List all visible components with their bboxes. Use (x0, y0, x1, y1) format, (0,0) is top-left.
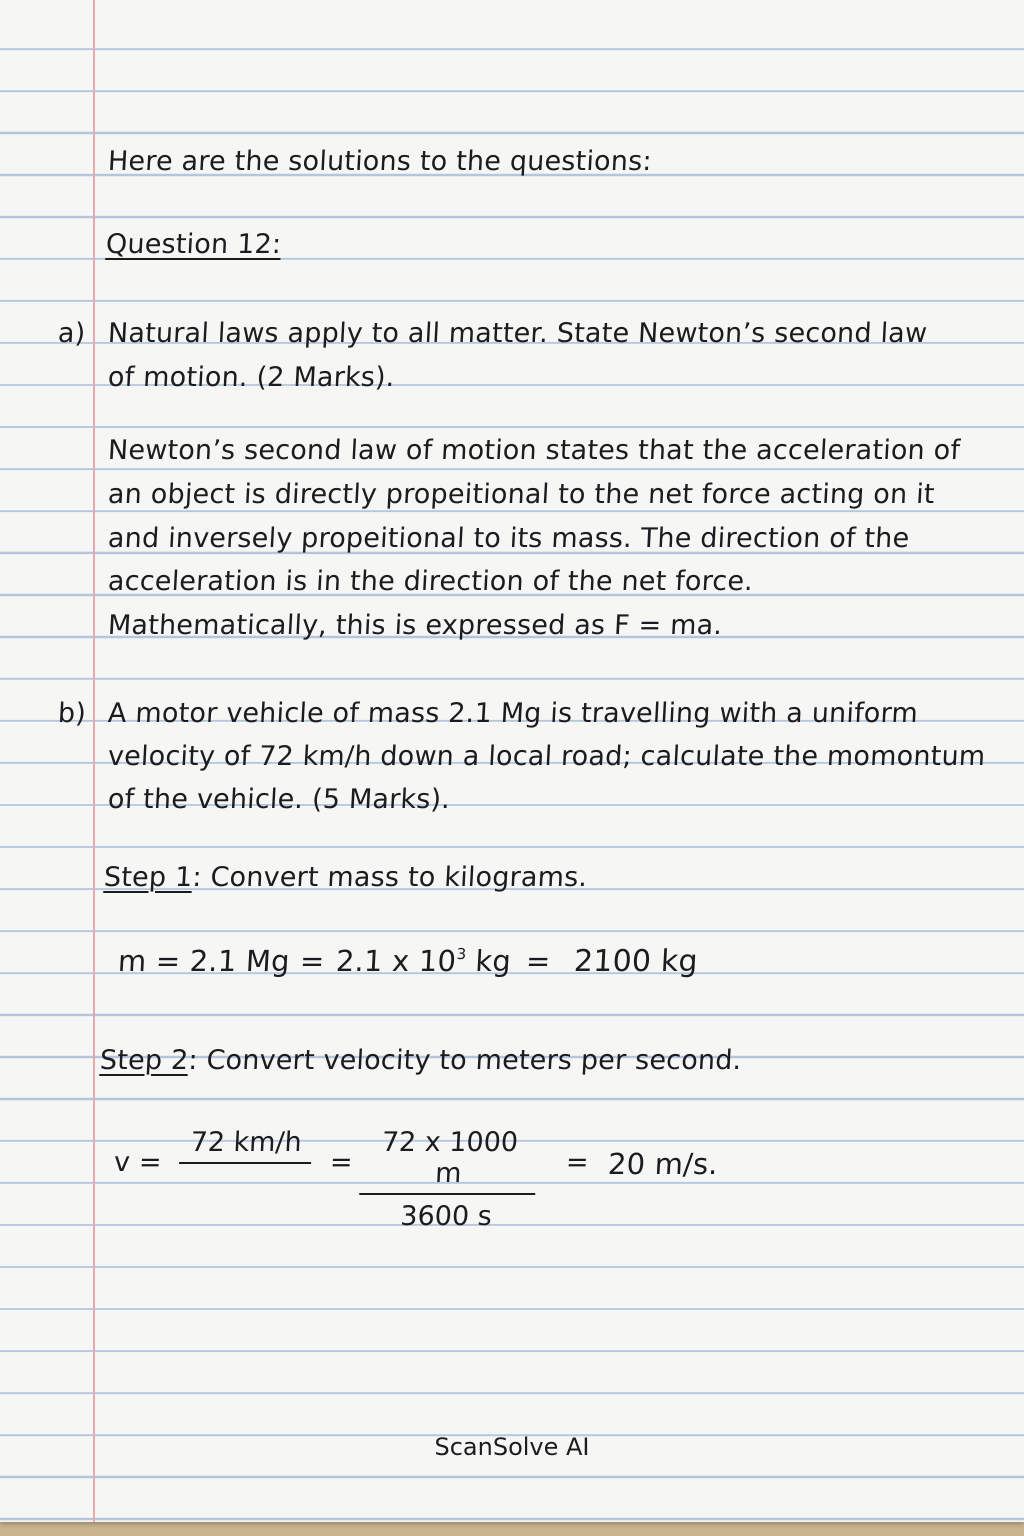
part-b-marker: b) (57, 698, 87, 729)
margin-line (93, 0, 95, 1522)
step-1-heading (103, 862, 588, 893)
part-a-answer-line: and inversely propeitional to its mass. The direction of the (107, 523, 911, 554)
step-2-eq-right: 20 m/s. (607, 1147, 719, 1181)
step-2-fraction-2 (357, 1127, 539, 1232)
step-1-eq-exponent: 3 (456, 945, 467, 963)
part-a-question-line: Natural laws apply to all matter. State Newton’s second law (107, 318, 929, 349)
step-1-eq-unit: kg (465, 944, 512, 978)
step-1-equals-2: = (525, 944, 552, 978)
step-1-label: Step 1 (103, 862, 194, 893)
step-2-text: : Convert velocity to meters per second. (187, 1045, 743, 1076)
part-b-question-line: A motor vehicle of mass 2.1 Mg is travelling with a uniform (107, 698, 919, 729)
step-2-fraction-2-denominator: 3600 s (399, 1201, 493, 1232)
step-2-fraction-1 (179, 1127, 313, 1164)
step-2-fraction-2-numerator: 72 x 1000 m (359, 1127, 539, 1195)
question-heading: Question 12: (105, 229, 283, 260)
part-b-question-line: velocity of 72 km/h down a local road; calculate the momontum (107, 741, 987, 772)
step-1-eq-middle (335, 944, 512, 978)
step-1-eq-left: m = 2.1 Mg (117, 944, 291, 978)
step-2-fraction-1-numerator: 72 km/h (179, 1127, 313, 1164)
step-1-text: : Convert mass to kilograms. (191, 862, 589, 893)
part-a-answer-line: an object is directly propeitional to the net force acting on it (107, 479, 936, 510)
step-1-equals-1: = (299, 944, 326, 978)
intro-text: Here are the solutions to the questions: (107, 146, 653, 177)
part-a-answer-line: Newton’s second law of motion states that the acceleration of (107, 435, 961, 466)
part-a-question-line: of motion. (2 Marks). (107, 362, 396, 393)
step-2-heading (99, 1045, 742, 1076)
step-2-equals-2: = (565, 1147, 590, 1178)
step-1-eq-right: 2100 kg (573, 944, 699, 979)
step-2-equals-1: = (329, 1147, 354, 1178)
step-2-eq-left: v = (113, 1147, 163, 1178)
step-1-eq-base: 2.1 x 10 (335, 944, 458, 978)
part-b-question-line: of the vehicle. (5 Marks). (107, 784, 451, 815)
part-a-answer-line: acceleration is in the direction of the net force. (107, 566, 754, 597)
footer-watermark: ScanSolve AI (434, 1433, 590, 1461)
part-a-marker: a) (57, 318, 87, 349)
part-a-answer-line: Mathematically, this is expressed as F = ma. (107, 610, 724, 641)
step-2-label: Step 2 (99, 1045, 190, 1076)
